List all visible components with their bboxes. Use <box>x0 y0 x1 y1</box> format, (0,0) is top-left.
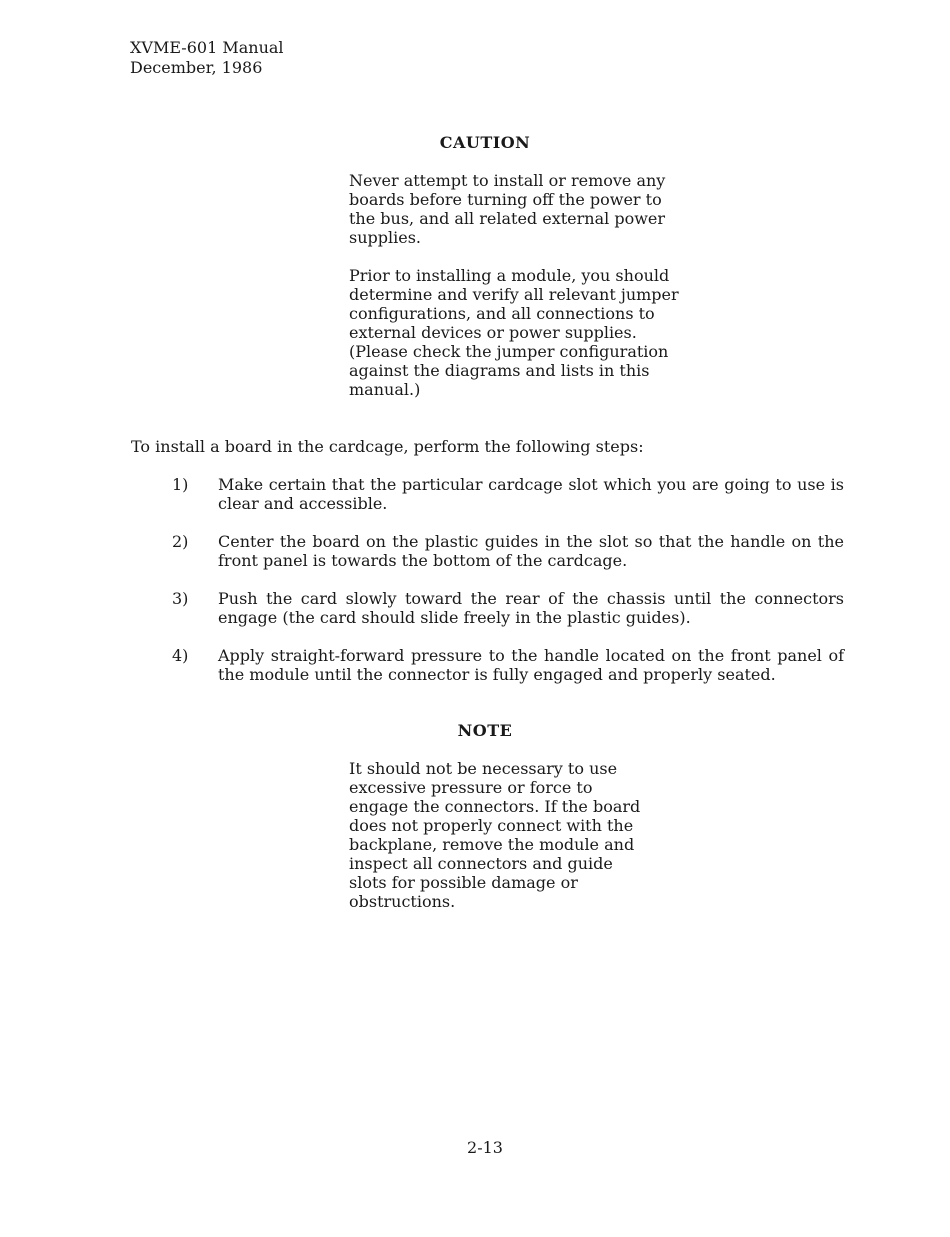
list-item <box>172 475 844 513</box>
step-text: Apply straight-forward pressure to the handle located on the front panel of the module until the connector is fully engaged and properly seated. <box>218 646 844 684</box>
note-paragraph: It should not be necessary to use excessive pressure or force to engage the connectors. If the board does not properly connect with the backplane, remove the module and inspect all connectors and guide slots for possible damage or obstructions. <box>349 759 641 911</box>
page-header <box>130 38 284 78</box>
list-item <box>172 589 844 627</box>
page-number: 2-13 <box>467 1138 503 1157</box>
caution-paragraph: Never attempt to install or remove any boards before turning off the power to the bus, and all related external power supplies. <box>349 171 666 247</box>
step-number: 3) <box>172 589 189 608</box>
caution-body <box>349 171 694 418</box>
install-intro: To install a board in the cardcage, perform the following steps: <box>131 437 644 456</box>
header-manual-title: XVME-601 Manual <box>130 38 284 57</box>
install-steps-list <box>172 475 844 703</box>
list-item <box>172 532 844 570</box>
step-text: Make certain that the particular cardcage slot which you are going to use is clear and accessible. <box>218 475 844 513</box>
caution-title: CAUTION <box>439 133 531 152</box>
header-date: December, 1986 <box>130 58 263 77</box>
step-text: Center the board on the plastic guides in the slot so that the handle on the front panel is towards the bottom of the cardcage. <box>218 532 844 570</box>
caution-paragraph: Prior to installing a module, you should determine and verify all relevant jumper configurations, and all connections to external devices or power supplies. (Please check the jumper configuration against the diagrams and lists in this manual.) <box>349 266 679 399</box>
note-title: NOTE <box>457 721 513 740</box>
step-number: 1) <box>172 475 189 494</box>
step-number: 2) <box>172 532 189 551</box>
note-body <box>349 759 694 930</box>
step-number: 4) <box>172 646 189 665</box>
step-text: Push the card slowly toward the rear of the chassis until the connectors engage (the card should slide freely in the plastic guides). <box>218 589 844 627</box>
list-item <box>172 646 844 684</box>
